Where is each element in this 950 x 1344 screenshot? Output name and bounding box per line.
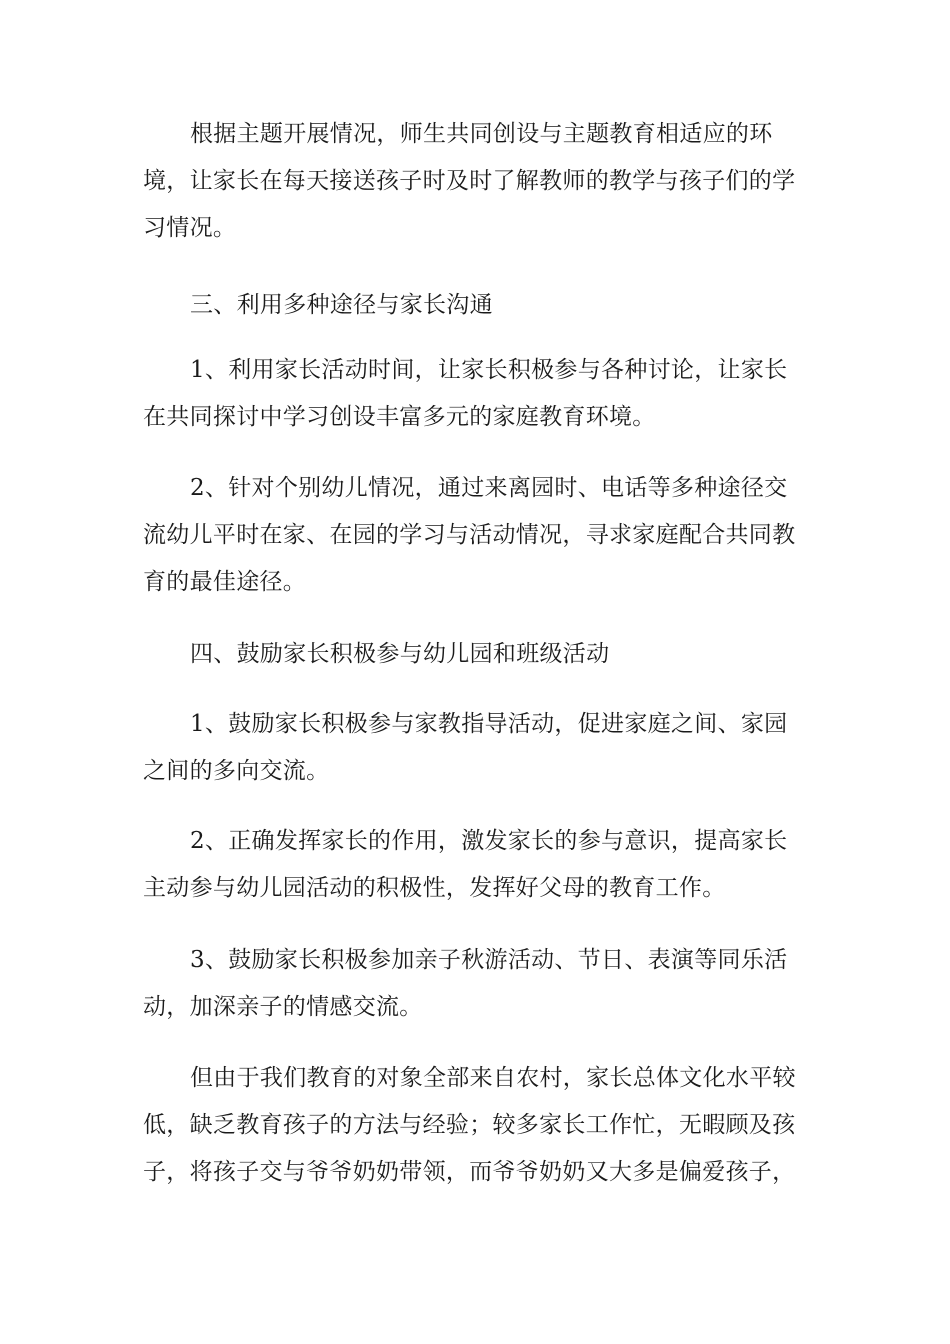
heading-text: 三、利用多种途径与家长沟通: [190, 292, 493, 318]
paragraph-item-3-2: [143, 465, 813, 606]
paragraph-item-4-1: [143, 701, 813, 795]
text-line: 2、正确发挥家长的作用，激发家长的参与意识，提高家长: [190, 828, 788, 854]
paragraph-item-4-3: [143, 937, 813, 1031]
text-line: 境，让家长在每天接送孩子时及时了解教师的教学与孩子们的学: [143, 168, 796, 194]
text-line: 动，加深亲子的情感交流。: [143, 994, 423, 1020]
text-line: 2、针对个别幼儿情况，通过来离园时、电话等多种途径交: [190, 475, 788, 501]
paragraph-item-3-1: [143, 347, 813, 441]
text-line: 之间的多向交流。: [143, 758, 330, 784]
text-line: 1、利用家长活动时间，让家长积极参与各种讨论，让家长: [190, 357, 788, 383]
text-line: 育的最佳途径。: [143, 569, 307, 595]
text-line: 但由于我们教育的对象全部来自农村，家长总体文化水平较: [190, 1065, 796, 1091]
text-line: 流幼儿平时在家、在园的学习与活动情况，寻求家庭配合共同教: [143, 522, 796, 548]
text-line: 主动参与幼儿园活动的积极性，发挥好父母的教育工作。: [143, 875, 726, 901]
text-line: 1、鼓励家长积极参与家教指导活动，促进家庭之间、家园: [190, 711, 788, 737]
section-heading-4: [143, 631, 813, 678]
text-line: 在共同探讨中学习创设丰富多元的家庭教育环境。: [143, 404, 656, 430]
paragraph-challenges: [143, 1055, 813, 1196]
text-line: 根据主题开展情况，师生共同创设与主题教育相适应的环: [190, 121, 773, 147]
text-line: 低，缺乏教育孩子的方法与经验；较多家长工作忙，无暇顾及孩: [143, 1112, 796, 1138]
text-line: 子，将孩子交与爷爷奶奶带领，而爷爷奶奶又大多是偏爱孩子，: [143, 1159, 796, 1185]
text-line: 3、鼓励家长积极参加亲子秋游活动、节日、表演等同乐活: [190, 947, 788, 973]
section-heading-3: [143, 282, 813, 329]
text-line: 习情况。: [143, 215, 237, 241]
paragraph-environment: [143, 111, 813, 252]
paragraph-item-4-2: [143, 818, 813, 912]
heading-text: 四、鼓励家长积极参与幼儿园和班级活动: [190, 641, 610, 667]
